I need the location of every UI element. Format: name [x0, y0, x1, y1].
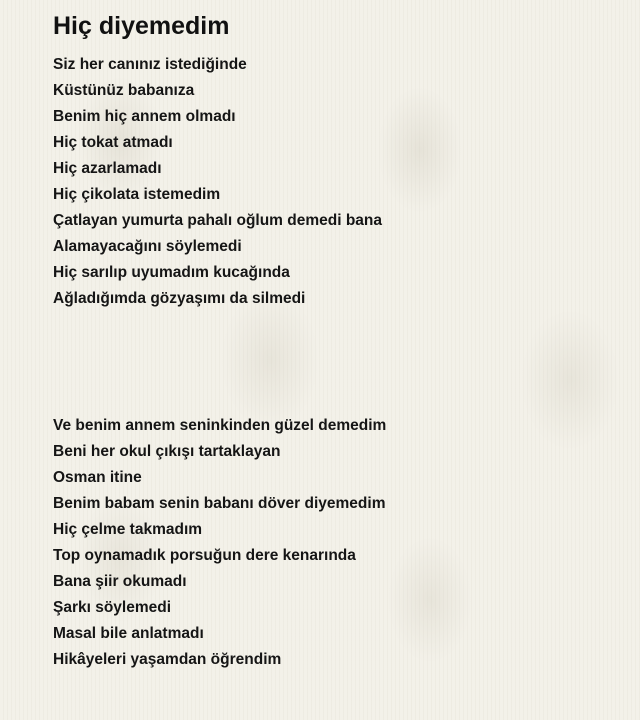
poem-line: Çatlayan yumurta pahalı oğlum demedi bana — [53, 212, 383, 229]
poem-line: Hiç azarlamadı — [53, 160, 162, 177]
poem-line: Beni her okul çıkışı tartaklayan — [53, 443, 281, 460]
poem-line: Hiç tokat atmadı — [53, 134, 173, 151]
poem-line: Hiç sarılıp uyumadım kucağında — [53, 264, 290, 281]
stanza-2 — [53, 413, 613, 673]
poem-line: Hiç çelme takmadım — [53, 521, 203, 538]
stanza-1 — [53, 52, 613, 312]
poem-line: Hikâyeleri yaşamdan öğrendim — [53, 651, 282, 668]
poem-line: Bana şiir okumadı — [53, 573, 187, 590]
poem-title: Hiç diyemedim — [53, 12, 230, 40]
poem-line: Küstünüz babanıza — [53, 82, 195, 99]
poem-line: Alamayacağını söylemedi — [53, 238, 242, 255]
poem-line: Ağladığımda gözyaşımı da silmedi — [53, 290, 306, 307]
poem — [53, 10, 613, 673]
poem-line: Şarkı söylemedi — [53, 599, 172, 616]
poem-line: Osman itine — [53, 469, 142, 486]
poem-line: Hiç çikolata istemedim — [53, 186, 221, 203]
poem-line: Top oynamadık porsuğun dere kenarında — [53, 547, 356, 564]
poem-line: Benim babam senin babanı döver diyemedim — [53, 495, 386, 512]
poem-line: Masal bile anlatmadı — [53, 625, 204, 642]
poem-line: Benim hiç annem olmadı — [53, 108, 236, 125]
poem-line: Ve benim annem seninkinden güzel demedim — [53, 417, 387, 434]
poem-line: Siz her canınız istediğinde — [53, 56, 247, 73]
